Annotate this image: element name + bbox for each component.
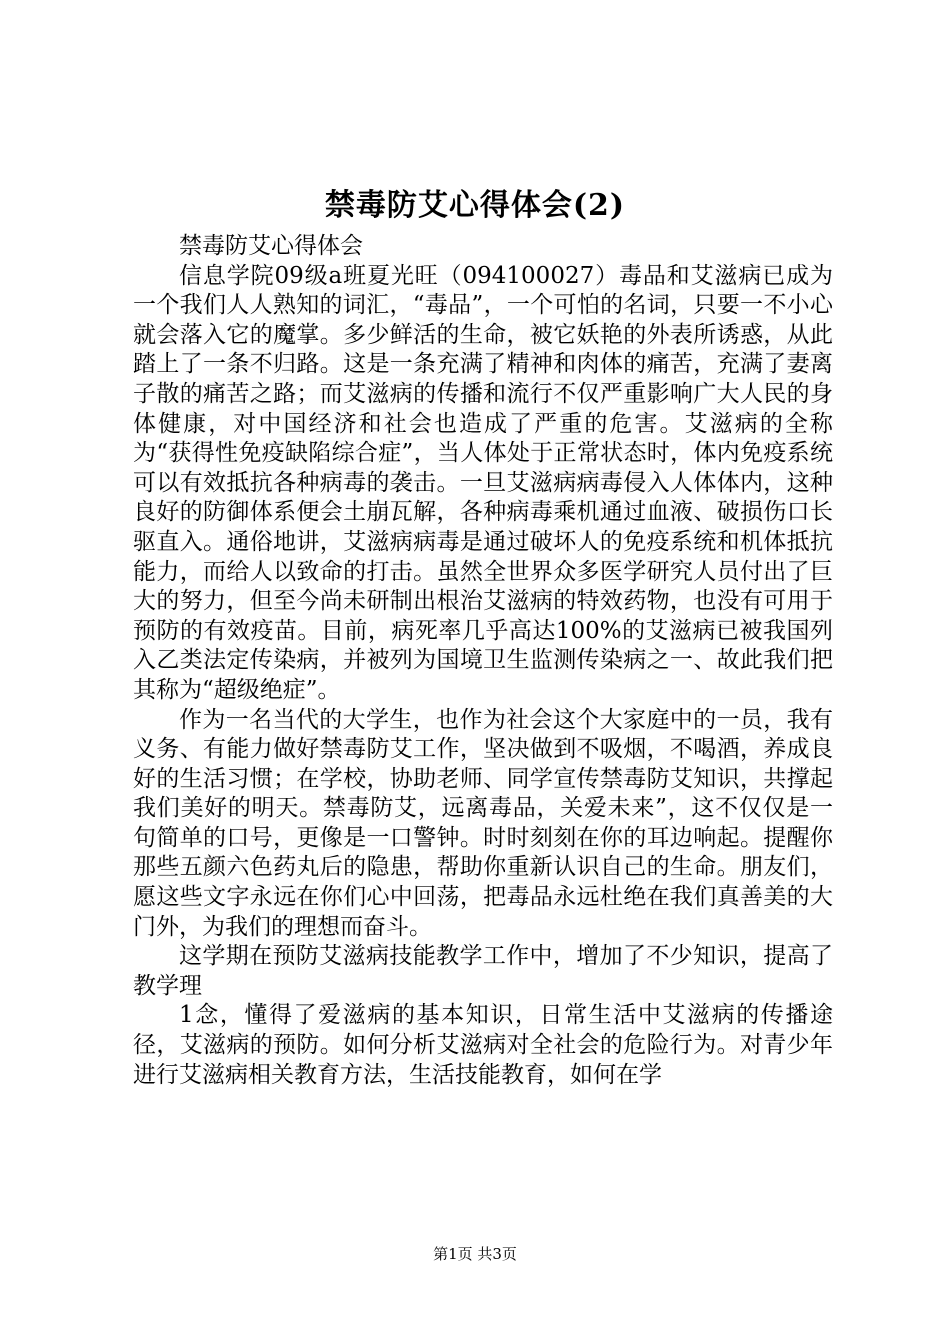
document-body: [133, 232, 833, 1090]
paragraph-subtitle: 禁毒防艾心得体会: [179, 233, 363, 259]
page-footer: 第1页 共3页: [433, 1245, 517, 1263]
paragraph-concepts: 1念，懂得了爱滋病的基本知识，日常生活中艾滋病的传播途径，艾滋病的预防。如何分析艾滋病对全社会的危险行为。对青少年进行艾滋病相关教育方法，生活技能教育，如何在学: [133, 1002, 833, 1088]
paragraph-teaching: 这学期在预防艾滋病技能教学工作中，增加了不少知识，提高了教学理: [133, 943, 833, 999]
paragraph-intro: 信息学院09级a班夏光旺（094100027）毒品和艾滋病已成为一个我们人人熟知的词汇，“毒品”，一个可怕的名词，只要一不小心就会落入它的魔掌。多少鲜活的生命，被它妖艳的外表所诱惑，从此踏上了一条不归路。这是一条充满了精神和肉体的痛苦，充满了妻离子散的痛苦之路；而艾滋病的传播和流行不仅严重影响广大人民的身体健康，对中国经济和社会也造成了严重的危害。艾滋病的全称为“获得性免疫缺陷综合症”，当人体处于正常状态时，体内免疫系统可以有效抵抗各种病毒的袭击。一旦艾滋病病毒侵入人体体内，这种良好的防御体系便会土崩瓦解，各种病毒乘机通过血液、破损伤口长驱直入。通俗地讲，艾滋病病毒是通过破坏人的免疫系统和机体抵抗能力，而给人以致命的打击。虽然全世界众多医学研究人员付出了巨大的努力，但至今尚未研制出根治艾滋病的特效药物，也没有可用于预防的有效疫苗。目前，病死率几乎高达100%的艾滋病已被我国列入乙类法定传染病，并被列为国境卫生监测传染病之一、故此我们把其称为“超级绝症”。: [133, 262, 833, 703]
paragraph-student-role: 作为一名当代的大学生，也作为社会这个大家庭中的一员，我有义务、有能力做好禁毒防艾工作，坚决做到不吸烟，不喝酒，养成良好的生活习惯；在学校，协助老师、同学宣传禁毒防艾知识，共撑起我们美好的明天。禁毒防艾，远离毒品，关爱未来”，这不仅仅是一句简单的口号，更像是一口警钟。时时刻刻在你的耳边响起。提醒你那些五颜六色药丸后的隐患，帮助你重新认识自己的生命。朋友们，愿这些文字永远在你们心中回荡，把毒品永远杜绝在我们真善美的大门外，为我们的理想而奋斗。: [133, 706, 833, 940]
document-title: 禁毒防艾心得体会(2): [324, 188, 626, 223]
